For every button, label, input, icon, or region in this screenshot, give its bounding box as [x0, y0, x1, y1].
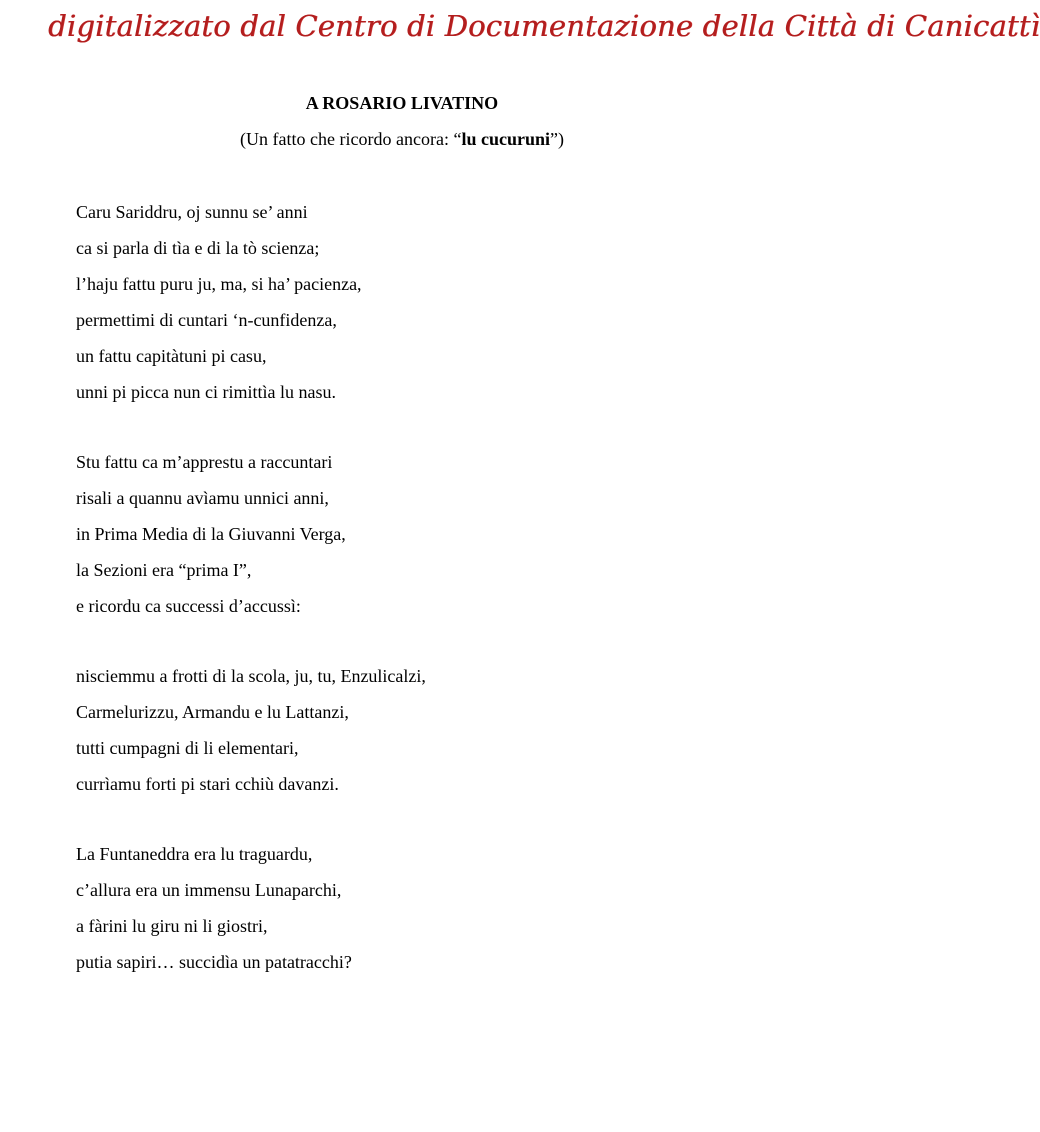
verse-line: La Funtaneddra era lu traguardu,: [76, 844, 313, 864]
stanza-3: [76, 664, 756, 808]
subtitle-suffix: ”): [549, 129, 564, 149]
poem-body: [76, 200, 756, 1020]
verse-line: l’haju fattu puru ju, ma, si ha’ pacienza,: [76, 274, 362, 294]
verse-line: Carmelurizzu, Armandu e lu Lattanzi,: [76, 702, 349, 722]
verse-line: e ricordu ca successi d’accussì:: [76, 596, 301, 616]
verse-line: a fàrini lu giru ni li giostri,: [76, 916, 268, 936]
verse-line: nisciemmu a frotti di la scola, ju, tu, Enzulicalzi,: [76, 666, 426, 686]
verse-line: un fattu capitàtuni pi casu,: [76, 346, 267, 366]
verse-line: unni pi picca nun ci rimittìa lu nasu.: [76, 382, 336, 402]
verse-line: Caru Sariddru, oj sunnu se’ anni: [76, 202, 308, 222]
verse-line: currìamu forti pi stari cchiù davanzi.: [76, 774, 339, 794]
poem-title: A ROSARIO LIVATINO: [305, 93, 499, 113]
verse-line: risali a quannu avìamu unnici anni,: [76, 488, 329, 508]
verse-line: c’allura era un immensu Lunaparchi,: [76, 880, 342, 900]
verse-line: permettimi di cuntari ‘n-cunfidenza,: [76, 310, 337, 330]
subtitle-bold-phrase: lu cucuruni: [461, 129, 550, 149]
subtitle-prefix: (Un fatto che ricordo ancora: “: [240, 129, 462, 149]
stanza-2: [76, 450, 756, 630]
verse-line: la Sezioni era “prima I”,: [76, 560, 252, 580]
verse-line: tutti cumpagni di li elementari,: [76, 738, 299, 758]
poem-subtitle: [0, 127, 800, 151]
digitization-watermark: digitalizzato dal Centro di Documentazione della Città di Canicattì: [48, 9, 1040, 43]
stanza-1: [76, 200, 756, 416]
verse-line: putia sapiri… succidìa un patatracchi?: [76, 952, 352, 972]
verse-line: Stu fattu ca m’apprestu a raccuntari: [76, 452, 333, 472]
stanza-4: [76, 842, 756, 986]
verse-line: in Prima Media di la Giuvanni Verga,: [76, 524, 346, 544]
verse-line: ca si parla di tìa e di la tò scienza;: [76, 238, 320, 258]
